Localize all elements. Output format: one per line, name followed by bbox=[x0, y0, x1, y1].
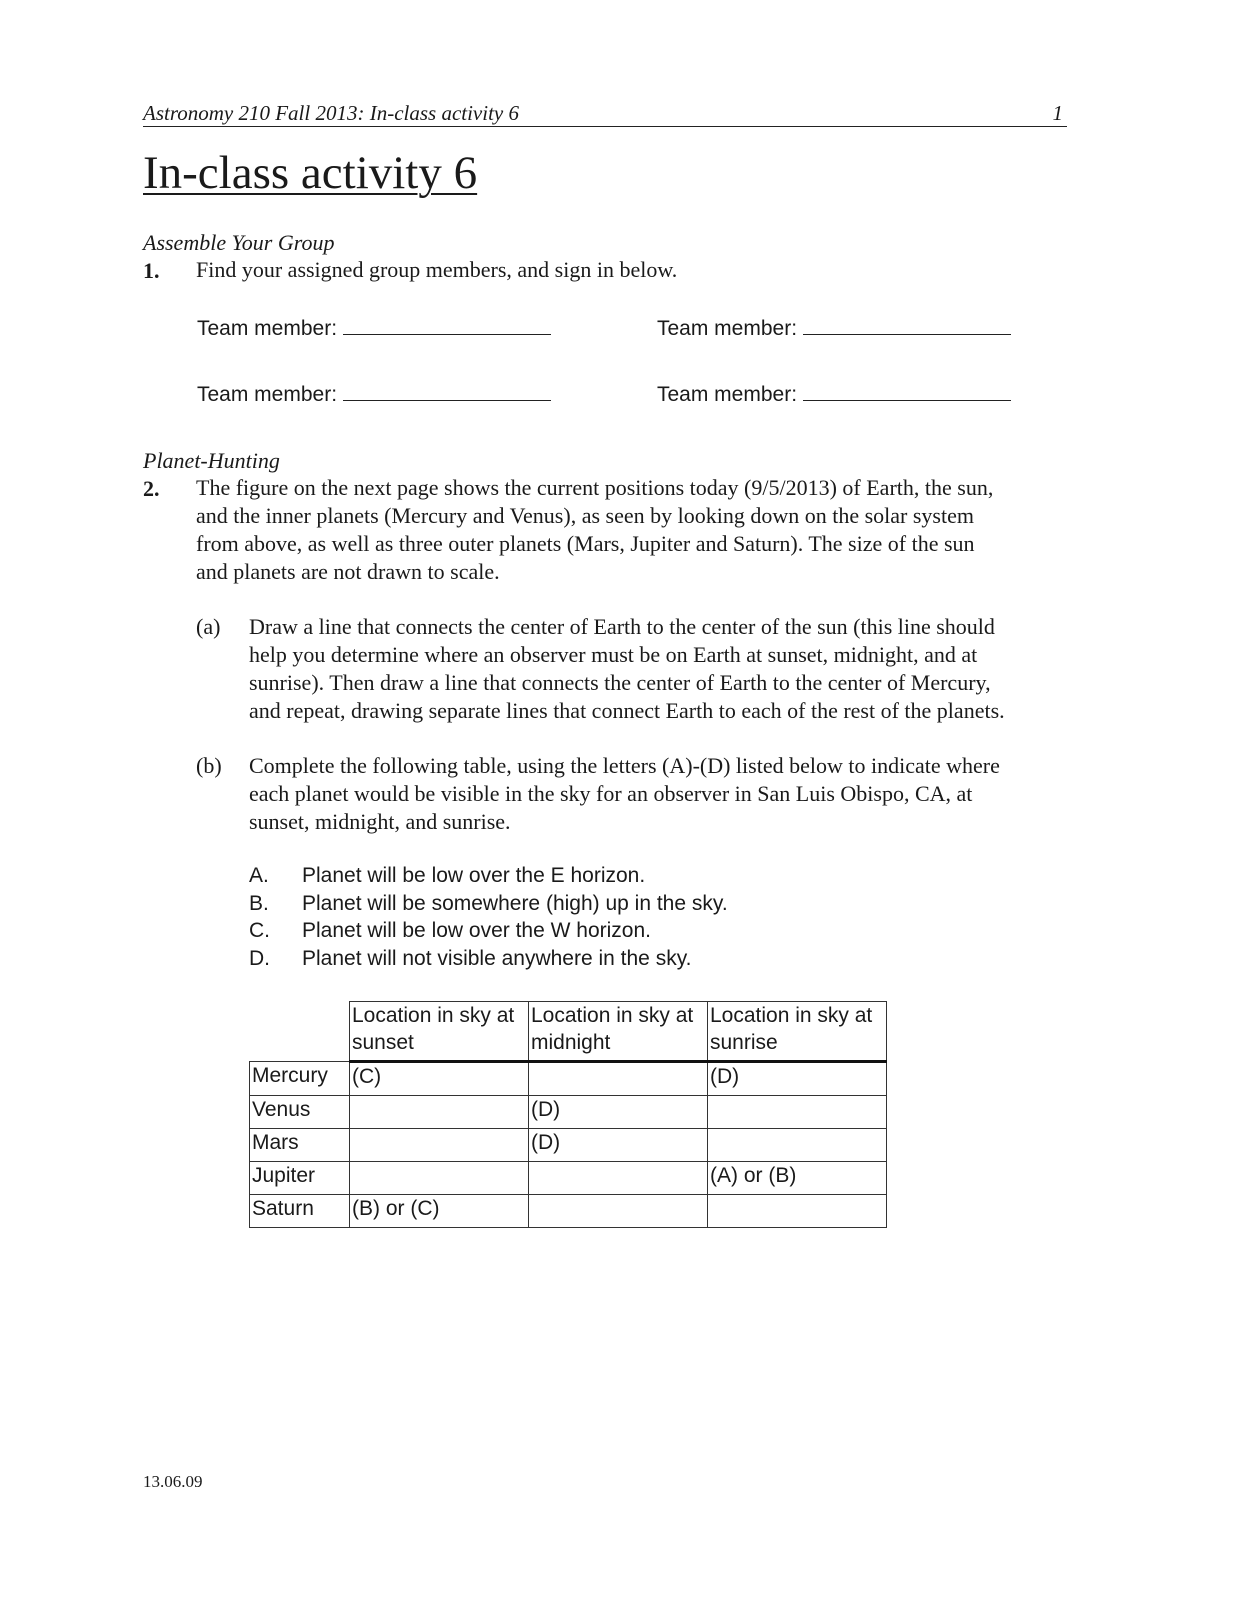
row-label: Mercury bbox=[250, 1062, 350, 1096]
part-a-text bbox=[249, 613, 1005, 725]
team-member-label: Team member: bbox=[197, 383, 338, 406]
header-course: Astronomy 210 Fall 2013: In-class activity 6 bbox=[143, 101, 519, 125]
option-letter: A. bbox=[249, 864, 269, 887]
column-header-sunrise: Location in sky at sunrise bbox=[708, 1002, 887, 1062]
signature-line[interactable] bbox=[803, 382, 1011, 401]
section1-heading: Assemble Your Group bbox=[143, 230, 335, 255]
section2-number: 2. bbox=[143, 476, 160, 501]
option-text: Planet will not visible anywhere in the sky. bbox=[302, 947, 692, 970]
row-label: Saturn bbox=[250, 1195, 350, 1228]
table-cell[interactable] bbox=[708, 1129, 887, 1162]
visibility-table bbox=[249, 1001, 887, 1228]
column-header-sunset: Location in sky at sunset bbox=[350, 1002, 529, 1062]
text-line: each planet would be visible in the sky for an observer in San Luis Obispo, CA, at bbox=[249, 781, 973, 806]
table-cell[interactable] bbox=[529, 1195, 708, 1228]
table-cell[interactable] bbox=[708, 1195, 887, 1228]
section2-intro bbox=[196, 474, 993, 586]
text-line: from above, as well as three outer planets (Mars, Jupiter and Saturn). The size of the sun bbox=[196, 531, 975, 556]
table-row bbox=[250, 1062, 887, 1096]
team-member-label: Team member: bbox=[657, 383, 798, 406]
table-row bbox=[250, 1129, 887, 1162]
signature-line[interactable] bbox=[803, 316, 1011, 335]
team-member-field[interactable] bbox=[197, 382, 551, 407]
running-header bbox=[143, 100, 1067, 127]
table-row bbox=[250, 1162, 887, 1195]
table-row bbox=[250, 1195, 887, 1228]
text-line: sunrise). Then draw a line that connects the center of Earth to the center of Mercury, bbox=[249, 670, 991, 695]
row-label: Jupiter bbox=[250, 1162, 350, 1195]
table-cell[interactable]: (C) bbox=[350, 1062, 529, 1096]
row-label: Venus bbox=[250, 1096, 350, 1129]
option-letter: C. bbox=[249, 919, 270, 942]
row-label: Mars bbox=[250, 1129, 350, 1162]
text-line: and repeat, drawing separate lines that connect Earth to each of the rest of the planets. bbox=[249, 698, 1005, 723]
team-member-label: Team member: bbox=[657, 317, 798, 340]
text-line: The figure on the next page shows the current positions today (9/5/2013) of Earth, the sun, bbox=[196, 475, 994, 500]
table-cell[interactable] bbox=[529, 1162, 708, 1195]
text-line: Complete the following table, using the letters (A)-(D) listed below to indicate where bbox=[249, 753, 1000, 778]
text-line: Draw a line that connects the center of Earth to the center of the sun (this line should bbox=[249, 614, 995, 639]
section1-text: Find your assigned group members, and sign in below. bbox=[196, 257, 678, 282]
footer-date: 13.06.09 bbox=[143, 1472, 203, 1491]
option-text: Planet will be low over the E horizon. bbox=[302, 864, 646, 887]
option-letter: D. bbox=[249, 947, 270, 970]
section1-number: 1. bbox=[143, 258, 160, 283]
signature-line[interactable] bbox=[343, 316, 551, 335]
table-cell[interactable]: (D) bbox=[529, 1096, 708, 1129]
team-member-label: Team member: bbox=[197, 317, 338, 340]
part-b-text bbox=[249, 752, 1000, 836]
column-header-midnight: Location in sky at midnight bbox=[529, 1002, 708, 1062]
text-line: and planets are not drawn to scale. bbox=[196, 559, 500, 584]
table-cell[interactable] bbox=[529, 1062, 708, 1096]
section2-heading: Planet-Hunting bbox=[143, 448, 280, 473]
header-page-number: 1 bbox=[1052, 101, 1063, 125]
text-line: help you determine where an observer must be on Earth at sunset, midnight, and at bbox=[249, 642, 978, 667]
signature-line[interactable] bbox=[343, 382, 551, 401]
table-cell[interactable]: (D) bbox=[529, 1129, 708, 1162]
table-cell[interactable] bbox=[350, 1129, 529, 1162]
option-text: Planet will be low over the W horizon. bbox=[302, 919, 651, 942]
part-a-label: (a) bbox=[196, 614, 221, 639]
part-b-label: (b) bbox=[196, 753, 222, 778]
text-line: and the inner planets (Mercury and Venus), as seen by looking down on the solar system bbox=[196, 503, 974, 528]
table-cell[interactable] bbox=[708, 1096, 887, 1129]
team-member-field[interactable] bbox=[657, 382, 1011, 407]
team-member-field[interactable] bbox=[197, 316, 551, 341]
table-row bbox=[250, 1096, 887, 1129]
team-member-field[interactable] bbox=[657, 316, 1011, 341]
table-cell[interactable]: (B) or (C) bbox=[350, 1195, 529, 1228]
page-title: In-class activity 6 bbox=[143, 147, 478, 199]
table-cell[interactable]: (A) or (B) bbox=[708, 1162, 887, 1195]
option-letter: B. bbox=[249, 892, 269, 915]
table-cell[interactable]: (D) bbox=[708, 1062, 887, 1096]
table-corner bbox=[250, 1002, 350, 1062]
option-text: Planet will be somewhere (high) up in the sky. bbox=[302, 892, 728, 915]
text-line: sunset, midnight, and sunrise. bbox=[249, 809, 511, 834]
table-cell[interactable] bbox=[350, 1162, 529, 1195]
table-cell[interactable] bbox=[350, 1096, 529, 1129]
table-header-row bbox=[250, 1002, 887, 1062]
